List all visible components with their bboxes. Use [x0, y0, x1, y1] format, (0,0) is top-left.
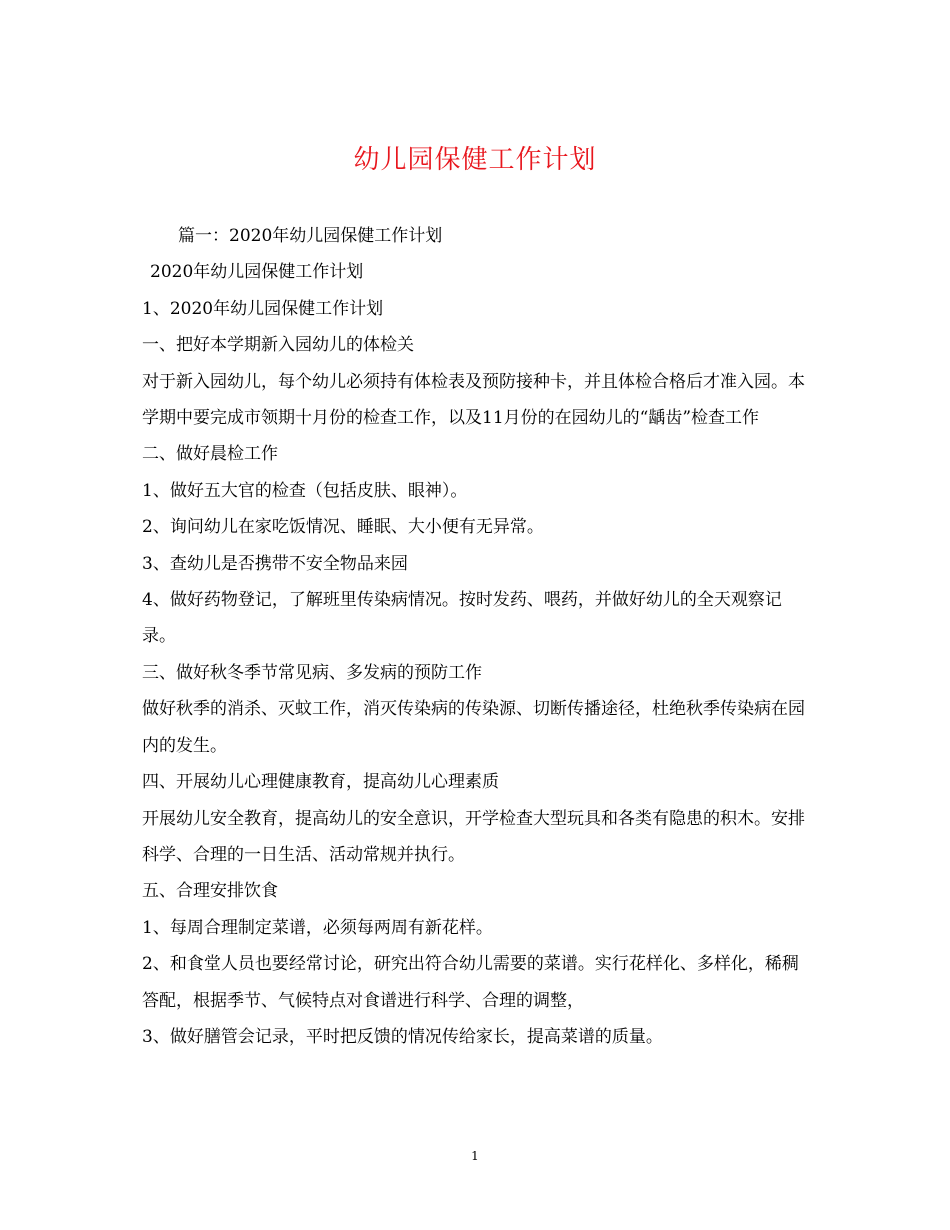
list-item: 1、做好五大官的检查（包括皮肤、眼神）。	[142, 480, 468, 501]
paragraph-body: 做好秋季的消杀、灭蚊工作，消灭传染病的传染源、切断传播途径，杜绝秋季传染病在园内的发生。	[142, 699, 805, 756]
list-item: 4、做好药物登记，了解班里传染病情况。按时发药、喂药，并做好幼儿的全天观察记录。	[142, 590, 782, 647]
section-heading-3: 三、做好秋冬季节常见病、多发病的预防工作	[142, 662, 482, 683]
list-item: 1、每周合理制定菜谱，必须每两周有新花样。	[142, 917, 493, 938]
paragraph-subtitle: 2020年幼儿园保健工作计划	[150, 262, 364, 283]
list-item: 3、做好膳管会记录，平时把反馈的情况传给家长，提高菜谱的质量。	[142, 1026, 663, 1047]
paragraph-body: 开展幼儿安全教育，提高幼儿的安全意识，开学检查大型玩具和各类有隐患的积木。安排科学、合理的一日生活、活动常规并执行。	[142, 808, 805, 865]
list-item: 3、查幼儿是否携带不安全物品来园	[142, 553, 408, 574]
section-heading-4: 四、开展幼儿心理健康教育，提高幼儿心理素质	[142, 772, 499, 793]
paragraph-item: 1、2020年幼儿园保健工作计划	[142, 298, 384, 319]
list-item: 2、和食堂人员也要经常讨论，研究出符合幼儿需要的菜谱。实行花样化、多样化，稀稠答配，根据季节、气候特点对食谱进行科学、合理的调整，	[142, 954, 799, 1011]
paragraph-body: 对于新入园幼儿，每个幼儿必须持有体检表及预防接种卡，并且体检合格后才准入园。本学期中要完成市领期十月份的检查工作，以及11月份的在园幼儿的“龋齿”检查工作	[142, 371, 805, 429]
document-title: 幼儿园保健工作计划	[353, 145, 597, 175]
section-heading-5: 五、合理安排饮食	[142, 881, 278, 902]
section-heading-1: 一、把好本学期新入园幼儿的体检关	[142, 335, 414, 356]
list-item: 2、询问幼儿在家吃饭情况、睡眠、大小便有无异常。	[142, 517, 544, 538]
section-heading-2: 二、做好晨检工作	[142, 444, 278, 465]
paragraph-heading-part-one: 篇一：2020年幼儿园保健工作计划	[178, 226, 443, 246]
document-body	[142, 218, 812, 1055]
page-number: 1	[471, 1149, 479, 1163]
